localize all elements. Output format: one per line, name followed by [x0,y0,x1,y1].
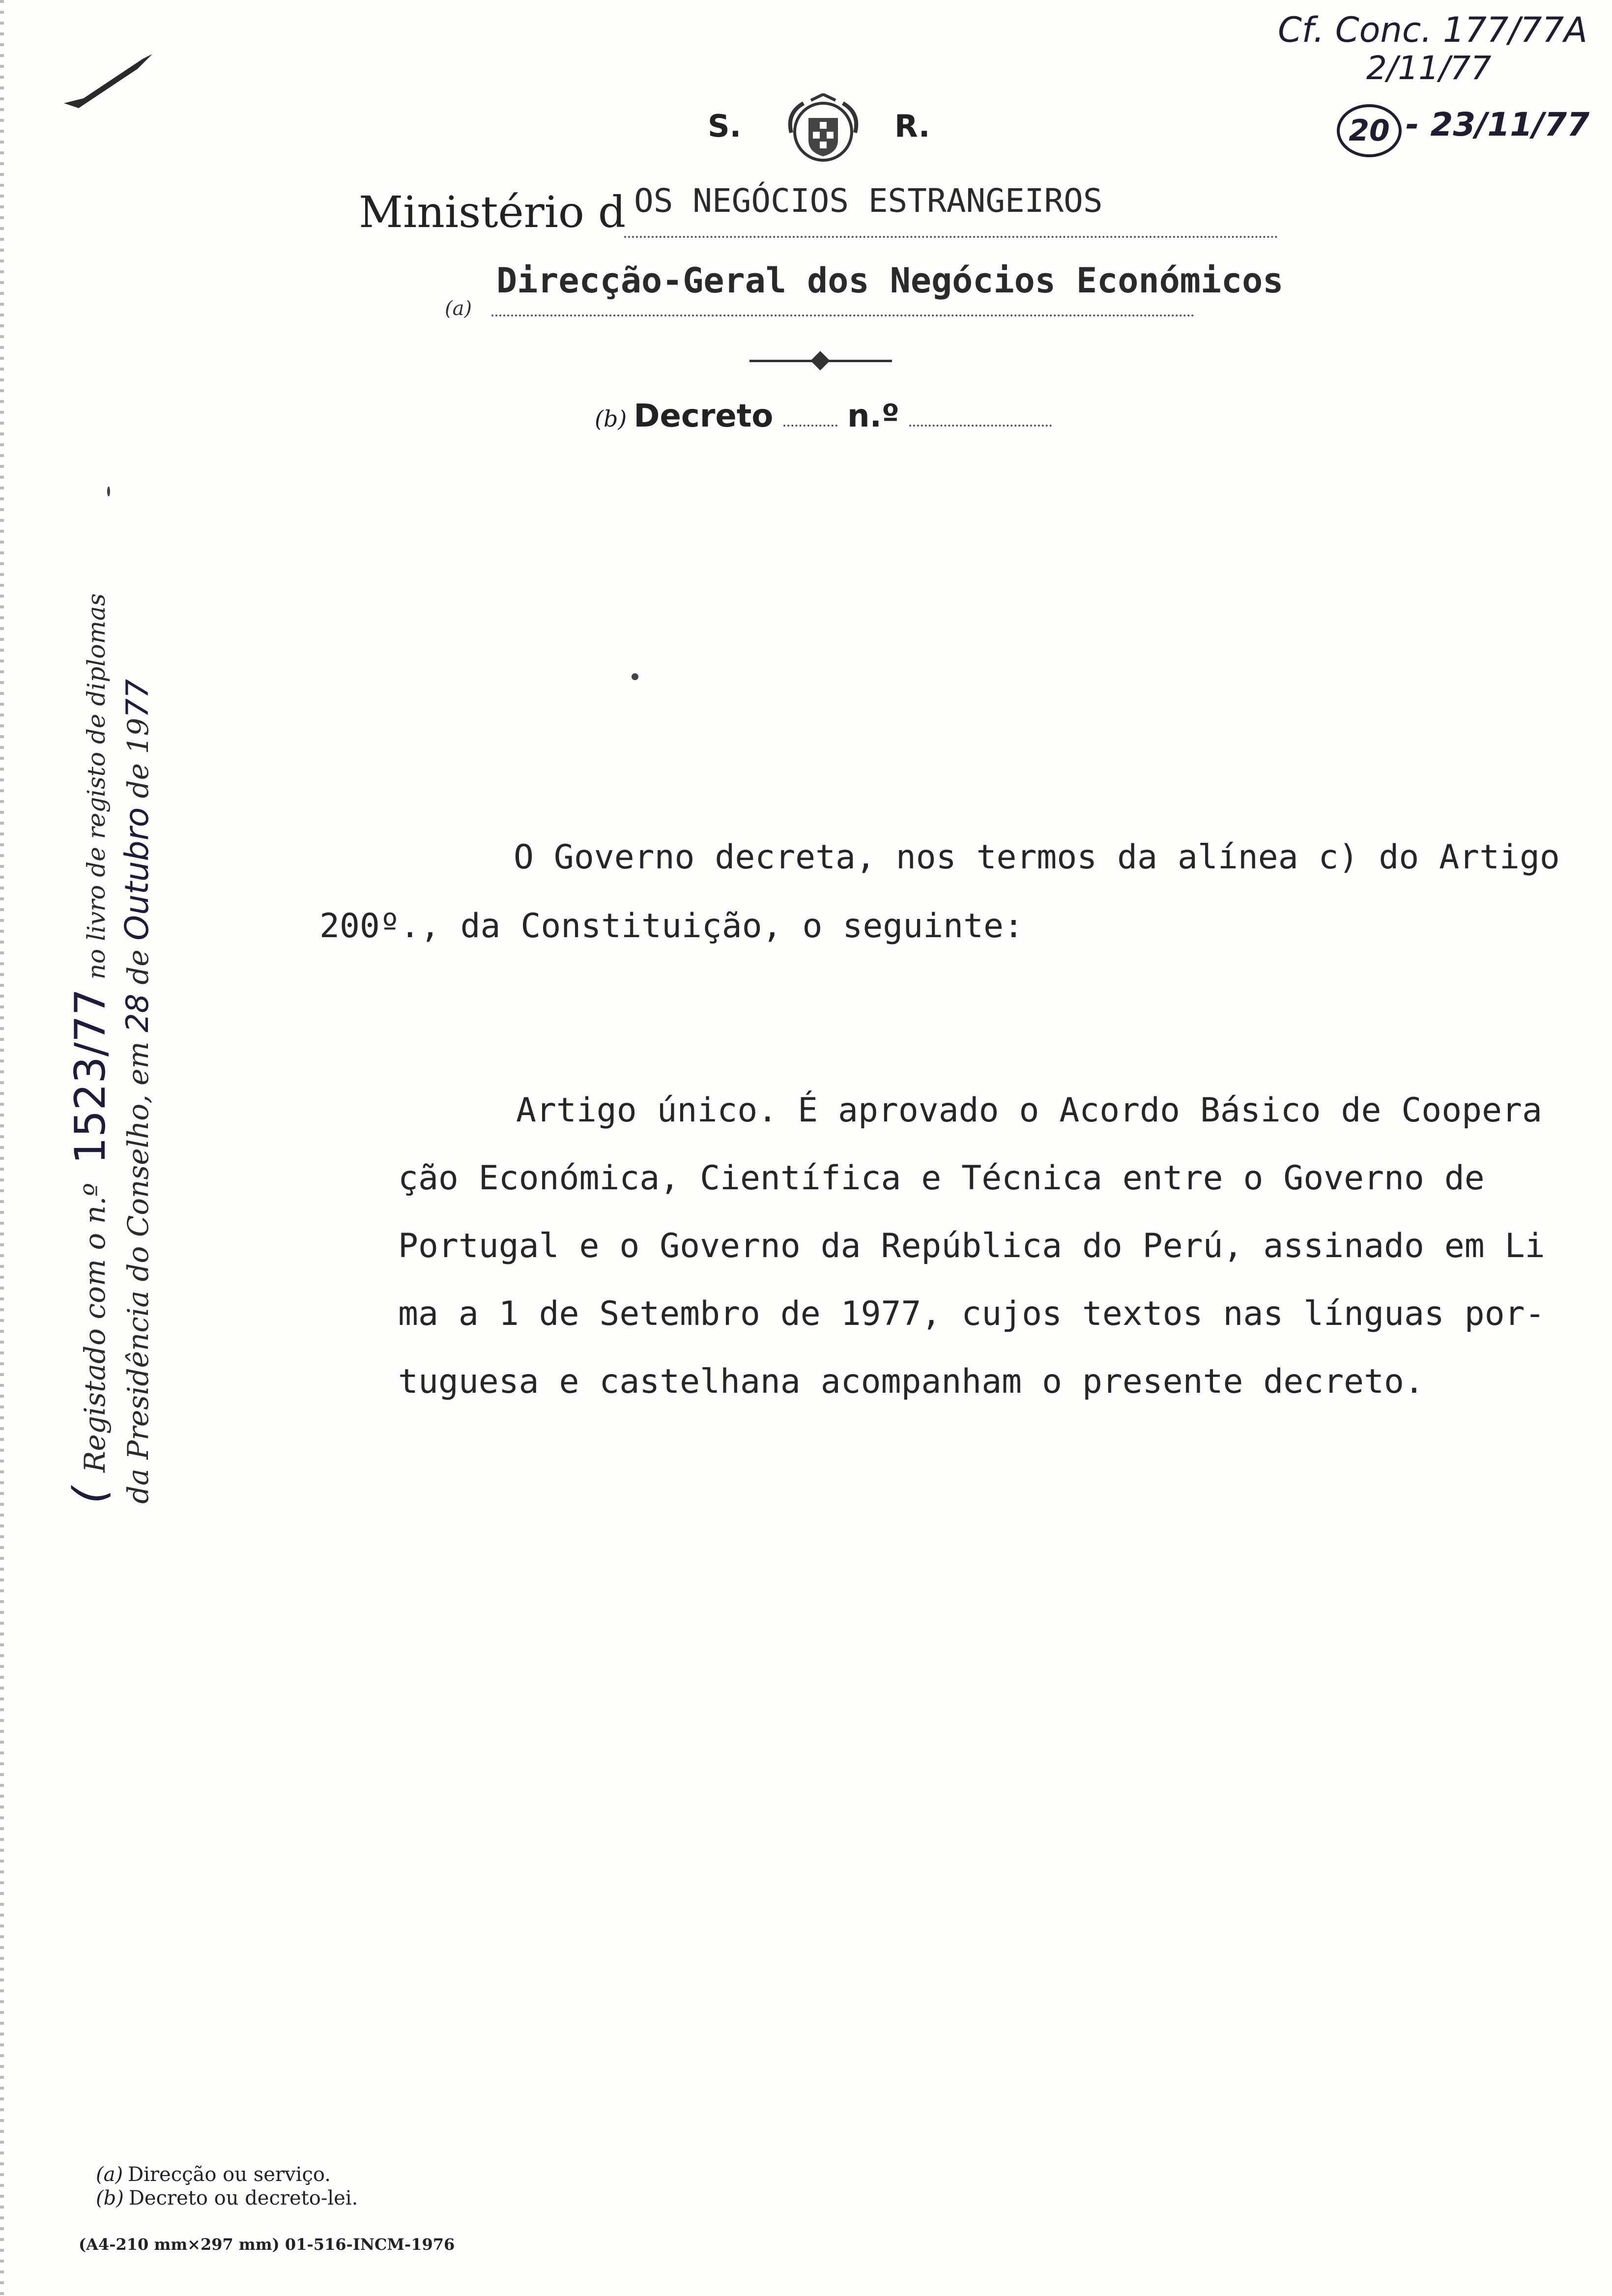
decree-number-row [595,398,1052,434]
form-code: (A4-210 mm×297 mm) 01-516-INCM-1976 [79,2235,455,2254]
decree-label: Decreto [633,398,774,434]
registration-year: /77 [66,988,115,1057]
article-line: tuguesa e castelhana acompanham o presente decreto. [398,1362,1424,1401]
ministry-name: OS NEGÓCIOS ESTRANGEIROS [634,182,1103,220]
article-line: Artigo único. É aprovado o Acordo Básico de Coopera [516,1091,1542,1130]
footnote-marker: (a) [96,2163,123,2186]
decree-footnote-marker: (b) [595,405,627,432]
decree-number-label: n.º [847,398,899,434]
registration-line-1 [64,594,115,1504]
bracket-mark: ( [64,1472,115,1504]
intro-line: O Governo decreta, nos termos da alínea c) do Artigo [514,838,1560,877]
handwritten-date-note-2: - 23/11/77 [1406,106,1590,144]
registration-year-text: de 19 [121,718,155,799]
directorate-name: Direcção-Geral dos Negócios Económicos [496,260,1284,301]
registration-printed-text: Registado com o n.º [78,1183,112,1473]
letterhead-crest-row [698,93,953,167]
coat-of-arms-icon [781,93,865,167]
decree-number-blank [909,405,1052,427]
intro-line: 200º., da Constituição, o seguinte: [319,907,1024,946]
footnote-a [96,2163,331,2186]
handwritten-date-note: 2/11/77 [1366,49,1492,87]
registration-book-text: no livro de registo de diplomas [82,593,111,980]
footnote-text: Direcção ou serviço. [128,2163,331,2186]
letterhead-letter-s: S. [708,108,742,144]
letterhead-letter-r: R. [894,108,930,144]
ministry-dotted-line [624,236,1278,238]
directorate-footnote-marker: (a) [445,297,472,320]
scan-edge-artifact [0,0,4,2296]
directorate-dotted-line [491,315,1194,316]
decree-type-blank [783,405,837,427]
registration-year-suffix: 77 [119,679,155,718]
handwritten-reference-note: Cf. Conc. 177/77A [1278,10,1587,50]
article-line: ção Económica, Científica e Técnica entre o Governo de [398,1159,1485,1198]
registration-line-2 [118,679,156,1504]
article-line: ma a 1 de Setembro de 1977, cujos textos nas línguas por- [398,1294,1545,1333]
registration-number: 1523 [66,1056,115,1164]
dust-speck [632,673,638,680]
footnote-b [96,2187,358,2210]
divider-ornament [810,351,830,371]
footnote-text: Decreto ou decreto-lei. [128,2187,358,2210]
circled-number: 20 [1337,104,1402,157]
footnote-marker: (b) [96,2187,124,2210]
registration-de-text: de [121,949,155,985]
registration-month: Outubro [118,807,156,941]
article-line: Portugal e o Governo da República do Perú, assinado em Li [398,1227,1545,1265]
ministry-label: Ministério d [359,187,626,237]
registration-presidency-text: da Presidência do Conselho, em [121,1041,155,1504]
dust-speck [107,487,110,496]
ink-smudge-mark [54,39,162,118]
margin-registration-stamp [44,593,162,1504]
registration-day: 28 [119,994,155,1033]
